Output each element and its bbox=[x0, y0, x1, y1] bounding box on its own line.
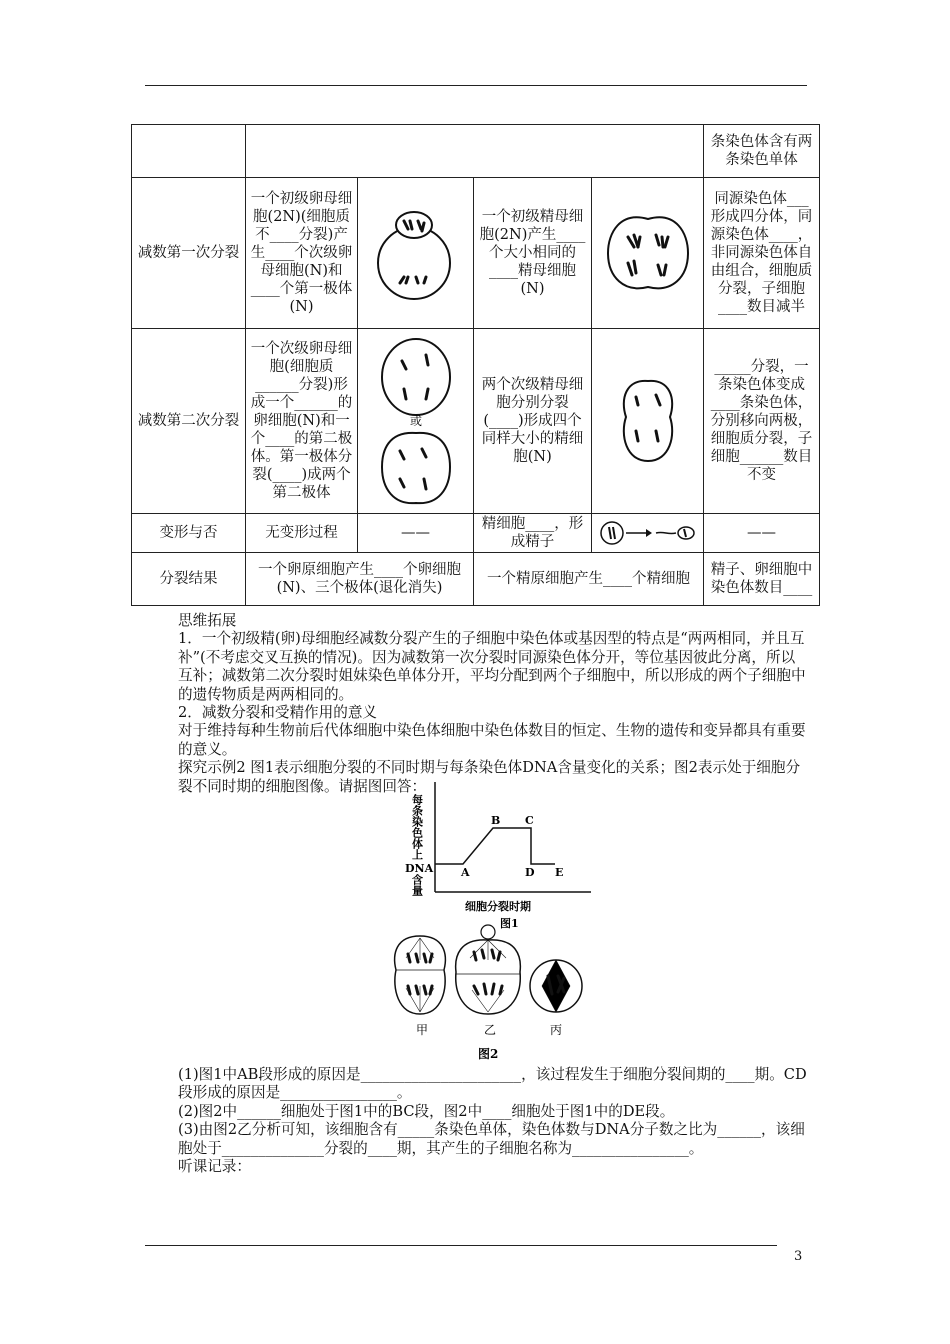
figure-1-graph bbox=[405, 780, 605, 934]
cell-label-yi: 乙 bbox=[484, 1023, 497, 1037]
feature-cell: 条染色体含有两条染色单体 bbox=[704, 125, 820, 178]
point-d: D bbox=[525, 866, 535, 879]
question-2: (2)图2中______细胞处于图1中的BC段，图2中____细胞处于图1中的DE段。 bbox=[178, 1102, 675, 1120]
y-axis-label-dna: DNA bbox=[405, 862, 434, 875]
female-picture-cell: —— bbox=[358, 514, 474, 553]
example-intro: 探究示例2 图1表示细胞分裂的不同时期与每条染色体DNA含量变化的关系；图2表示处于细胞分裂不同时期的细胞图像。请据图回答： bbox=[178, 759, 801, 795]
female-text: 一个卵原细胞产生____个卵细胞(N)、三个极体(退化消失) bbox=[246, 553, 474, 606]
male-text: 两个次级精母细胞分别分裂(____)形成四个同样大小的精细胞(N) bbox=[474, 329, 592, 514]
lecture-notes-label: 听课记录： bbox=[178, 1158, 251, 1176]
footer-rule bbox=[145, 1245, 777, 1246]
oocyte-meiosis1-diagram bbox=[358, 178, 474, 329]
stage-label: 分裂结果 bbox=[132, 553, 246, 606]
paragraph-1: 1．一个初级精(卵)母细胞经减数分裂产生的子细胞中染色体或基因型的特点是“两两相同，并且互补”(不考虑交叉互换的情况)。因为减数第一次分裂时同源染色体分开，等位基因彼此分离，所以互补；减数第二次分裂时姐妹染色单体分开，平均分配到两个子细胞中，所以形成的两个子细胞中的遗传物质是两两相同的。 bbox=[178, 630, 806, 703]
male-text: 一个初级精母细胞(2N)产生____个大小相同的____精母细胞(N) bbox=[474, 178, 592, 329]
or-label: 或 bbox=[409, 414, 422, 428]
female-text: 一个次级卵母细胞(细胞质______分裂)形成一个______的卵细胞(N)和一个____的第二极体。第一极体分裂(____)成两个第二极体 bbox=[246, 329, 358, 514]
spermatocyte-meiosis2-diagram bbox=[592, 329, 704, 514]
feature-cell: _____分裂，一条染色体变成____条染色体，分别移向两极，细胞质分裂，子细胞______数目不变 bbox=[704, 329, 820, 514]
female-text: 一个初级卵母细胞(2N)(细胞质不____分裂)产生____个次级卵母细胞(N)和____个第一极体(N) bbox=[246, 178, 358, 329]
cell-label-jia: 甲 bbox=[416, 1023, 429, 1037]
stage-label: 变形与否 bbox=[132, 514, 246, 553]
page-number: 3 bbox=[794, 1249, 803, 1264]
y-axis-label-bottom: 含量 bbox=[410, 874, 424, 896]
meiosis-comparison-table bbox=[131, 124, 820, 606]
thinking-extension bbox=[178, 612, 808, 796]
table-row bbox=[132, 553, 820, 606]
stage-label: 减数第一次分裂 bbox=[132, 178, 246, 329]
point-e: E bbox=[555, 866, 564, 879]
section-heading: 思维拓展 bbox=[178, 612, 237, 629]
questions bbox=[178, 1066, 808, 1176]
question-3: (3)由图2乙分析可知，该细胞含有_____条染色单体，染色体数与DNA分子数之比为______，该细胞处于______________分裂的____期，其产生的子细胞名称为________________。 bbox=[178, 1121, 805, 1157]
question-1: (1)图1中AB段形成的原因是______________________，该过程发生于细胞分裂间期的____期。CD段形成的原因是________________。 bbox=[178, 1066, 807, 1102]
figure-1-caption: 图1 bbox=[500, 917, 519, 930]
male-text: 一个精原细胞产生____个精细胞 bbox=[474, 553, 704, 606]
female-text: 无变形过程 bbox=[246, 514, 358, 553]
point-c: C bbox=[525, 814, 534, 827]
spermatocyte-meiosis1-diagram bbox=[592, 178, 704, 329]
point-b: B bbox=[491, 814, 501, 827]
feature-cell: —— bbox=[704, 514, 820, 553]
header-rule bbox=[145, 85, 807, 86]
table-row bbox=[132, 125, 820, 178]
feature-cell: 精子、卵细胞中染色体数目____ bbox=[704, 553, 820, 606]
table-row bbox=[132, 329, 820, 514]
male-text: 精细胞____，形成精子 bbox=[474, 514, 592, 553]
stage-label: 减数第二次分裂 bbox=[132, 329, 246, 514]
y-axis-label-top: 每条染色体上 bbox=[410, 794, 424, 860]
paragraph-3: 对于维持每种生物前后代体细胞中染色体细胞中染色体数目的恒定、生物的遗传和变异都具有重要的意义。 bbox=[178, 722, 806, 758]
table-row bbox=[132, 514, 820, 553]
oocyte-meiosis2-diagram bbox=[358, 329, 474, 514]
paragraph-2: 2．减数分裂和受精作用的意义 bbox=[178, 704, 378, 722]
cell-label-bing: 丙 bbox=[550, 1023, 563, 1037]
point-a: A bbox=[461, 866, 470, 879]
feature-cell: 同源染色体___形成四分体，同源染色体____，非同源染色体自由组合，细胞质分裂，子细胞____数目减半 bbox=[704, 178, 820, 329]
x-axis-label: 细胞分裂时期 bbox=[465, 900, 531, 913]
figure-2-caption: 图2 bbox=[478, 1047, 499, 1061]
figure-2-cells bbox=[388, 924, 588, 1068]
table-row bbox=[132, 178, 820, 329]
sperm-formation-diagram bbox=[592, 514, 704, 553]
